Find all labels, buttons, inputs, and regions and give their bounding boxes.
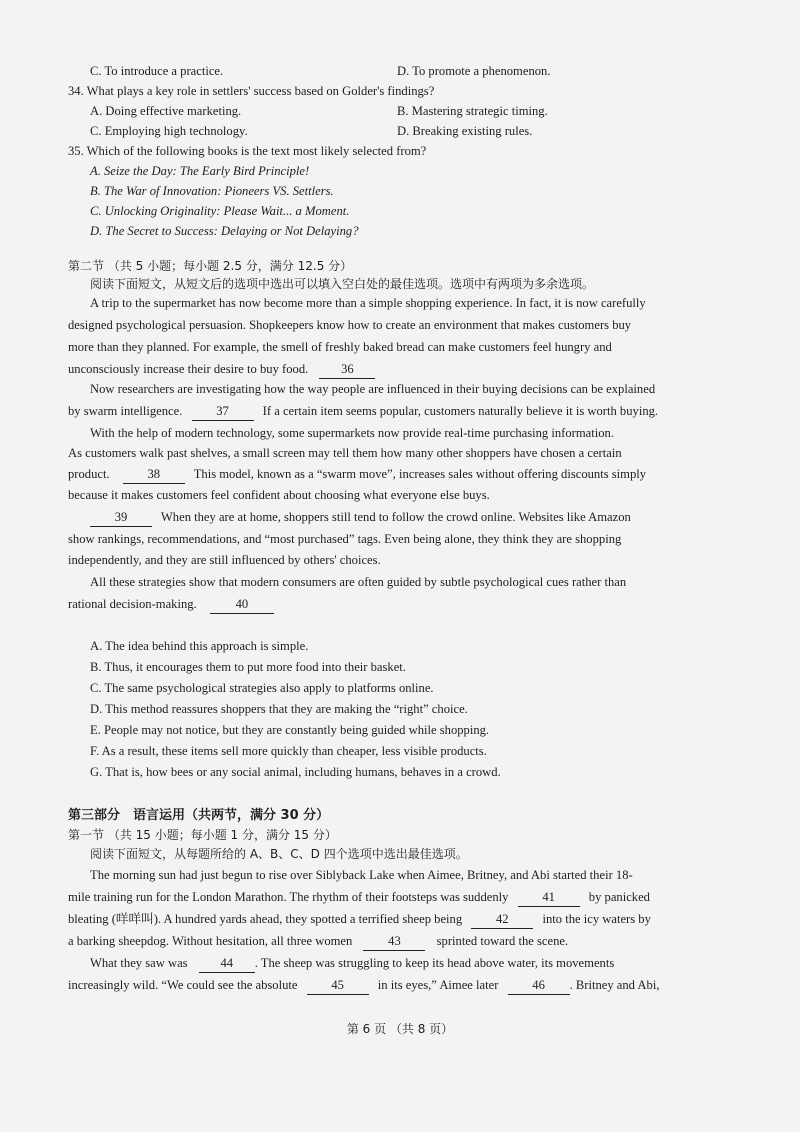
q35-option-c: C. Unlocking Originality: Please Wait... a Moment. <box>90 204 350 218</box>
passage-line <box>68 402 658 421</box>
passage-line: As customers walk past shelves, a small screen may tell them how many other shoppers have chosen a certain <box>68 446 622 460</box>
blank-39[interactable]: 39 <box>90 508 152 527</box>
passage-line <box>68 932 568 951</box>
option-item: C. The same psychological strategies also apply to platforms online. <box>90 681 434 695</box>
passage-line: All these strategies show that modern consumers are often guided by subtle psychological cues rather than <box>90 575 627 589</box>
passage-line <box>68 976 659 995</box>
passage-line <box>90 954 614 973</box>
passage-line: independently, and they are still influenced by others' choices. <box>68 553 381 567</box>
passage-text: increasingly wild. “We could see the absolute <box>68 978 298 992</box>
passage-line: more than they planned. For example, the smell of freshly baked bread can make customers feel hungry and <box>68 340 612 354</box>
q34-option-b: B. Mastering strategic timing. <box>397 104 548 118</box>
passage-line <box>90 508 631 527</box>
passage-text: by panicked <box>588 890 650 904</box>
passage-text: . The sheep was struggling to keep its head above water, its movements <box>254 956 615 970</box>
blank-38[interactable]: 38 <box>123 465 185 484</box>
passage-text: in its eyes,” Aimee later <box>377 978 499 992</box>
passage-text: If a certain item seems popular, customers naturally believe it is worth buying. <box>262 404 659 418</box>
option-item: D. This method reassures shoppers that they are making the “right” choice. <box>90 702 468 716</box>
passage-line <box>68 360 375 379</box>
q34-stem: 34. What plays a key role in settlers' success based on Golder's findings? <box>68 84 435 98</box>
part3-instruction: 阅读下面短文，从每题所给的 A、B、C、D 四个选项中选出最佳选项。 <box>90 847 468 861</box>
q34-option-d: D. Breaking existing rules. <box>397 124 533 138</box>
option-item: B. Thus, it encourages them to put more food into their basket. <box>90 660 406 674</box>
passage-text: rational decision-making. <box>68 597 197 611</box>
passage-line <box>68 888 650 907</box>
blank-41[interactable]: 41 <box>518 888 580 907</box>
blank-44[interactable]: 44 <box>199 954 255 973</box>
passage-line: because it makes customers feel confident about choosing what everyone else buys. <box>68 488 490 502</box>
passage-text: mile training run for the London Marathon. The rhythm of their footsteps was suddenly <box>68 890 509 904</box>
passage-line <box>68 465 646 484</box>
passage-text: . Britney and Abi, <box>569 978 660 992</box>
q34-option-c: C. Employing high technology. <box>90 124 248 138</box>
option-item: A. The idea behind this approach is simple. <box>90 639 309 653</box>
q35-option-b: B. The War of Innovation: Pioneers VS. Settlers. <box>90 184 334 198</box>
option-item: G. That is, how bees or any social animal, including humans, behaves in a crowd. <box>90 765 501 779</box>
blank-37[interactable]: 37 <box>192 402 254 421</box>
passage-text: When they are at home, shoppers still tend to follow the crowd online. Websites like Amazon <box>160 510 631 524</box>
passage-line: designed psychological persuasion. Shopkeepers know how to create an environment that makes customers buy <box>68 318 632 332</box>
section2-instruction: 阅读下面短文，从短文后的选项中选出可以填入空白处的最佳选项。选项中有两项为多余选项。 <box>90 277 595 291</box>
passage-line: The morning sun had just begun to rise over Siblyback Lake when Aimee, Britney, and Abi started their 18- <box>90 868 633 882</box>
part3-section1-header: 第一节 （共 15 小题；每小题 1 分，满分 15 分） <box>68 828 337 842</box>
passage-line: show rankings, recommendations, and “most purchased” tags. Even being alone, they think they are shopping <box>68 532 622 546</box>
blank-36[interactable]: 36 <box>319 360 375 379</box>
passage-text: bleating (咩咩叫). A hundred yards ahead, they spotted a terrified sheep being <box>68 912 463 926</box>
section2-header: 第二节 （共 5 小题；每小题 2.5 分，满分 12.5 分） <box>68 259 353 273</box>
option-item: E. People may not notice, but they are constantly being guided while shopping. <box>90 723 490 737</box>
passage-text: What they saw was <box>90 956 188 970</box>
passage-line: Now researchers are investigating how the way people are influenced in their buying decisions can be explained <box>90 382 656 396</box>
passage-text: by swarm intelligence. <box>68 404 183 418</box>
blank-46[interactable]: 46 <box>508 976 570 995</box>
q35-option-d: D. The Secret to Success: Delaying or Not Delaying? <box>90 224 359 238</box>
q33-option-c: C. To introduce a practice. <box>90 64 224 78</box>
blank-43[interactable]: 43 <box>363 932 425 951</box>
q35-option-a: A. Seize the Day: The Early Bird Principle! <box>90 164 310 178</box>
page-number: 第 6 页 （共 8 页） <box>346 1022 454 1036</box>
passage-line: With the help of modern technology, some supermarkets now provide real-time purchasing information. <box>90 426 614 440</box>
passage-text: This model, known as a “swarm move”, increases sales without offering discounts simply <box>193 467 647 481</box>
q33-option-d: D. To promote a phenomenon. <box>397 64 551 78</box>
blank-42[interactable]: 42 <box>471 910 533 929</box>
blank-40[interactable]: 40 <box>210 595 274 614</box>
passage-line <box>68 910 651 929</box>
passage-line: A trip to the supermarket has now become more than a simple shopping experience. In fact, it is now carefully <box>90 296 646 310</box>
passage-text: a barking sheepdog. Without hesitation, all three women <box>68 934 353 948</box>
part3-title: 第三部分 语言运用（共两节，满分 30 分） <box>68 808 330 823</box>
passage-text: into the icy waters by <box>542 912 651 926</box>
option-item: F. As a result, these items sell more quickly than cheaper, less visible products. <box>90 744 487 758</box>
passage-text: unconsciously increase their desire to buy food. <box>68 362 309 376</box>
q35-stem: 35. Which of the following books is the text most likely selected from? <box>68 144 427 158</box>
passage-text: sprinted toward the scene. <box>436 934 569 948</box>
q34-option-a: A. Doing effective marketing. <box>90 104 242 118</box>
passage-line <box>68 595 274 614</box>
blank-45[interactable]: 45 <box>307 976 369 995</box>
passage-text: product. <box>68 467 110 481</box>
